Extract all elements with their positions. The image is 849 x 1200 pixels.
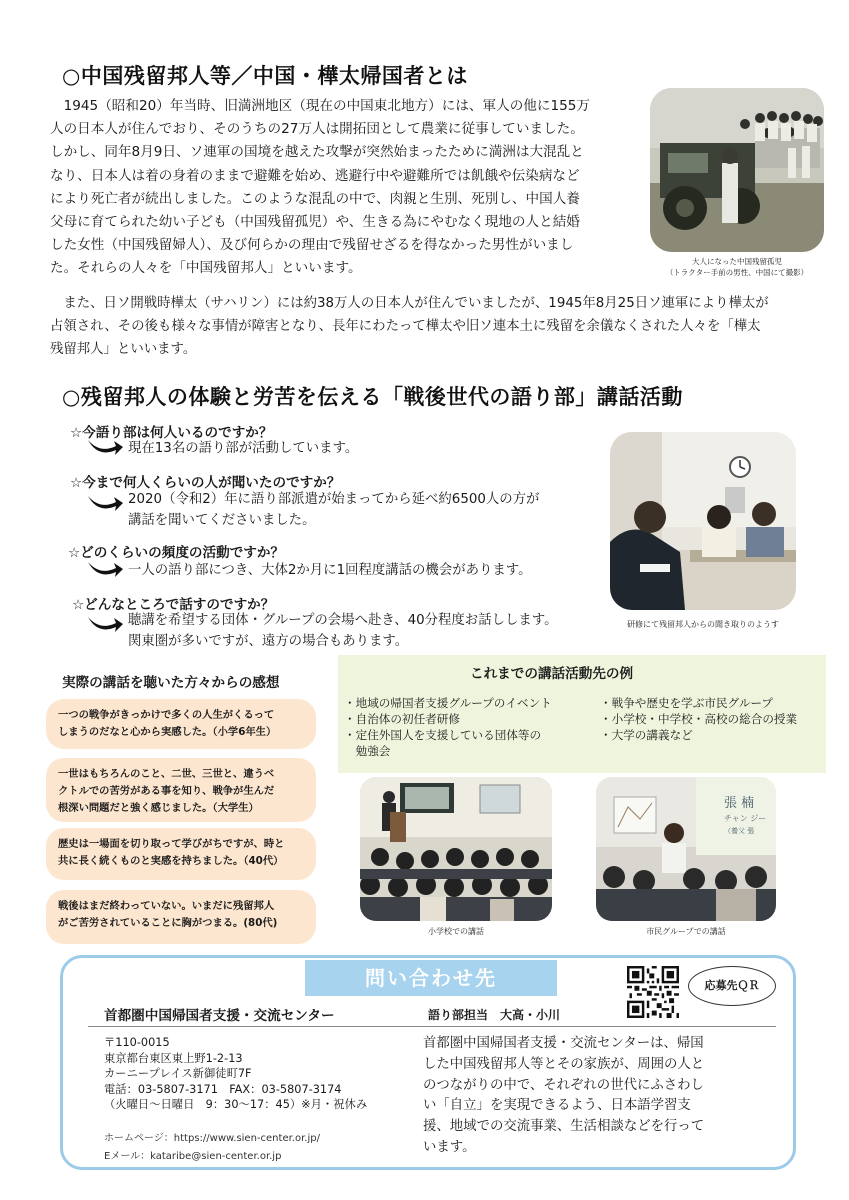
arrow-icon [86, 436, 124, 458]
contact-staff: 語り部担当 大高・小川 [428, 1008, 561, 1022]
email-link[interactable]: Eメール：kataribe@sien-center.or.jp [104, 1151, 282, 1162]
contact-divider [88, 1026, 776, 1027]
impressions-title: 実際の講話を聴いた方々からの感想 [62, 675, 280, 691]
contact-title: 問い合わせ先 [305, 960, 557, 996]
contact-org-name: 首都圏中国帰国者支援・交流センター [104, 1008, 335, 1024]
citizen-group-caption: 市民グループでの講話 [646, 927, 726, 936]
arrow-icon [86, 558, 124, 580]
qr-code-icon[interactable] [627, 966, 679, 1018]
arrow-icon [86, 492, 124, 514]
answer-1: 現在13名の語り部が活動しています。 [128, 441, 359, 456]
contact-description: 首都圏中国帰国者支援・交流センターは、帰国 した中国残留邦人等とその家族が、周囲の人と のつながりの中で、それぞれの世代にふさわし い「自立」を実現できるよう、日本語学習支 援、地域での交流事業、生活相談などを行って います。 [423, 1036, 705, 1155]
svg-text:（養父 張: （養父 張 [724, 827, 755, 835]
question-2: ☆今まで何人くらいの人が聞いたのですか？ [70, 475, 341, 491]
section1-title: ○中国残留邦人等／中国・樺太帰国者とは [62, 64, 468, 88]
tractor-photo [650, 88, 824, 252]
section1-paragraph2: また、日ソ開戦時樺太（サハリン）には約38万人の日本人が住んでいましたが、1945年8月25日ソ連軍により樺太が 占領され、その後も様々な事情が障害となり、長年にわたって樺太や旧ソ連本土に残留を余儀なくされた人々を「樺太 残留邦人」といいます。 [50, 296, 769, 358]
tractor-photo-caption: 大人になった中国残留孤児 （トラクター手前の男性、中国にて撮影） [665, 257, 809, 277]
impression-bubble-3: 歴史は一場面を切り取って学びがちですが、時と 共に長く続くものと実感を持ちました。（40代） [46, 828, 316, 880]
svg-text:チャン ジー: チャン ジー [724, 814, 767, 823]
section1-paragraph1: 1945（昭和20）年当時、旧満洲地区（現在の中国東北地方）には、軍人の他に155万 人の日本人が住んでおり、そのうちの27万人は開拓団として農業に従事していました。 しかし、同年8月9日、ソ連軍の国境を越えた攻撃が突然始まったために満洲は大混乱と なり、日本人は着の身着のままで避難を始め、逃避行中や避難所では飢餓や伝染病など により死亡者が続出しました。このような混乱の中で、肉親と生別、死別し、中国人養 父母に育てられた幼い子ども（中国残留孤児）や、生きる為にやむなく現地の人と結婚 した女性（中国残留婦人）、及び何らかの理由で残留せざるを得なかった男性がいまし た。それらの人々を「中国残留邦人」といいます。 [50, 98, 591, 277]
question-3: ☆どのくらいの頻度の活動ですか？ [68, 545, 285, 561]
training-photo [610, 432, 796, 610]
school-lecture-photo [360, 777, 552, 921]
section2-title: ○残留邦人の体験と労苦を伝える「戦後世代の語り部」講話活動 [62, 385, 683, 409]
answer-4: 聴講を希望する団体・グループの会場へ赴き、40分程度お話しします。 関東圏が多いですが、遠方の場合もあります。 [128, 613, 558, 649]
school-lecture-caption: 小学校での講話 [428, 927, 484, 936]
question-4: ☆どんなところで話すのですか？ [72, 597, 275, 613]
impression-bubble-4: 戦後はまだ終わっていない。いまだに残留邦人 がご苦労されていることに胸がつまる。(80代) [46, 890, 316, 944]
citizen-group-photo [596, 777, 776, 921]
impression-bubble-2: 一世はもちろんのこと、二世、三世と、違うベ クトルでの苦労がある事を知り、戦争が生んだ 根深い問題だと強く感じました。（大学生） [46, 758, 316, 822]
question-1: ☆今語り部は何人いるのですか？ [70, 425, 273, 441]
impression-bubble-1: 一つの戦争がきっかけで多くの人生がくるって しまうのだなと心から実感した。（小学6年生） [46, 699, 316, 749]
examples-title: これまでの講話活動先の例 [470, 666, 634, 682]
qr-label-badge: 応募先ＱＲ [688, 966, 776, 1006]
arrow-icon [86, 613, 124, 635]
answer-3: 一人の語り部につき、大体2か月に1回程度講話の機会があります。 [128, 563, 532, 578]
homepage-link[interactable]: ホームページ：https://www.sien-center.or.jp/ [104, 1133, 320, 1144]
svg-text:張 楠: 張 楠 [724, 796, 755, 811]
contact-address: 〒110-0015 東京都台東区東上野1-2-13 カーニープレイス新御徒町7F 電話：03-5807-3171 FAX：03-5807-3174 （火曜日〜日曜日 9：30〜17：45）※月・祝休み [104, 1036, 368, 1111]
answer-2: 2020（令和2）年に語り部派遣が始まってから延べ約6500人の方が 講話を聞いてくださいました。 [128, 492, 540, 528]
training-photo-caption: 研修にて残留邦人からの聞き取りのようす [627, 620, 779, 629]
